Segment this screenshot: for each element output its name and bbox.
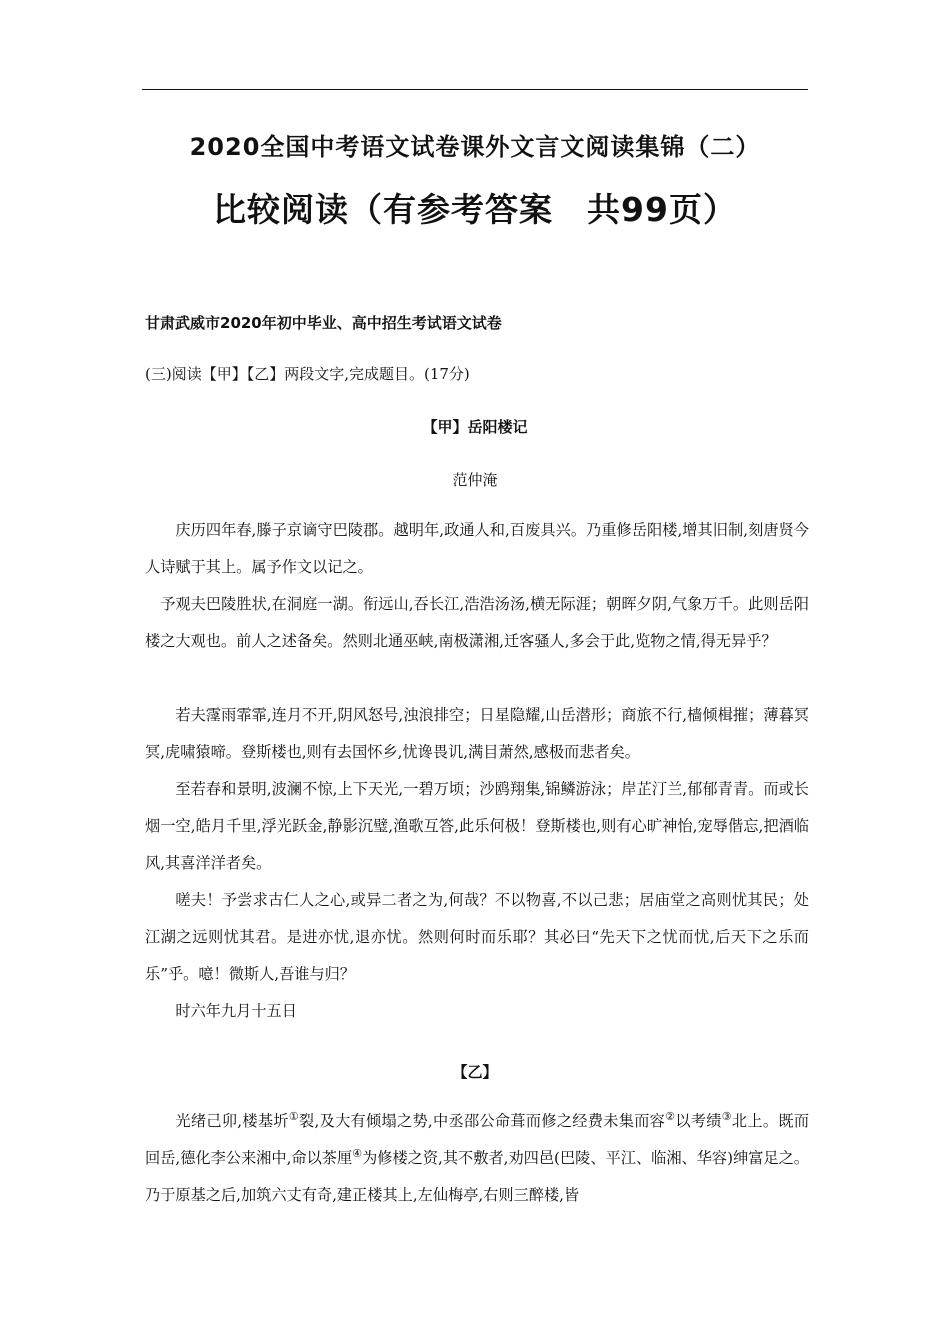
section-jia-title: 【甲】岳阳楼记 [422,418,528,436]
question-prompt: (三)阅读【甲】【乙】两段文字,完成题目。(17分) [145,365,470,383]
jia-paragraph-5: 嗟夫！予尝求古仁人之心,或异二者之为,何哉？不以物喜,不以己悲；居庙堂之高则忧其民；处江湖之远则忧其君。是进亦忧,退亦忧。然则何时而乐耶？其必曰“先天下之忧而忧,后天下之乐而乐”乎。噫！微斯人,吾谁与归？ [145,891,809,983]
yi-paragraph-1 [145,1103,809,1214]
footnote-marker-3[interactable]: ③ [721,1109,732,1123]
jia-paragraph-3: 若夫霪雨霏霏,连月不开,阴风怒号,浊浪排空；日星隐耀,山岳潜形；商旅不行,樯倾楫摧；薄暮冥冥,虎啸猿啼。登斯楼也,则有去国怀乡,忧谗畏讥,满目萧然,感极而悲者矣。 [145,706,809,761]
jia-date: 时六年九月十五日 [175,1002,297,1020]
header-rule [142,89,808,90]
jia-paragraph-4: 至若春和景明,波澜不惊,上下天光,一碧万顷；沙鸥翔集,锦鳞游泳；岸芷汀兰,郁郁青青。而或长烟一空,皓月千里,浮光跃金,静影沉璧,渔歌互答,此乐何极！登斯楼也,则有心旷神怡,宠辱偕忘,把酒临风,其喜洋洋者矣。 [145,780,809,872]
yi-text-2: 裂,及大有倾塌之势,中丞邵公命葺而修之经费未集而容 [299,1112,666,1130]
yi-text-3: 以考绩 [675,1112,722,1130]
footnote-marker-1[interactable]: ① [288,1109,299,1123]
author: 范仲淹 [452,471,498,489]
yi-text-4: 北上。既而回岳,德化李公来湘中,命以茶厘 [145,1112,810,1167]
yi-text-1: 光绪己卯,楼基圻 [175,1112,289,1130]
jia-paragraph-2: 予观夫巴陵胜状,在洞庭一湖。衔远山,吞长江,浩浩汤汤,横无际涯；朝晖夕阴,气象万千。此则岳阳楼之大观也。前人之述备矣。然则北通巫峡,南极潇湘,迁客骚人,多会于此,览物之情,得无异乎？ [145,595,809,650]
page-subtitle: 比较阅读（有参考答案 共99页） [213,190,737,229]
section-yi-title: 【乙】 [452,1063,498,1081]
yi-text-5: 为修楼之资,其不敷者,劝四邑(巴陵、平江、临湘、华容)绅富足之。乃于原基之后,加筑六丈有奇,建正楼其上,左仙梅亭,右则三醉楼,皆 [145,1149,809,1204]
exam-source: 甘肃武威市2020年初中毕业、高中招生考试语文试卷 [145,314,502,332]
page-title: 2020全国中考语文试卷课外文言文阅读集锦（二） [189,133,761,161]
jia-paragraph-1: 庆历四年春,滕子京谪守巴陵郡。越明年,政通人和,百废具兴。乃重修岳阳楼,增其旧制,刻唐贤今人诗赋于其上。属予作文以记之。 [145,521,809,576]
footnote-marker-4[interactable]: ④ [352,1146,363,1160]
footnote-marker-2[interactable]: ② [665,1109,676,1123]
